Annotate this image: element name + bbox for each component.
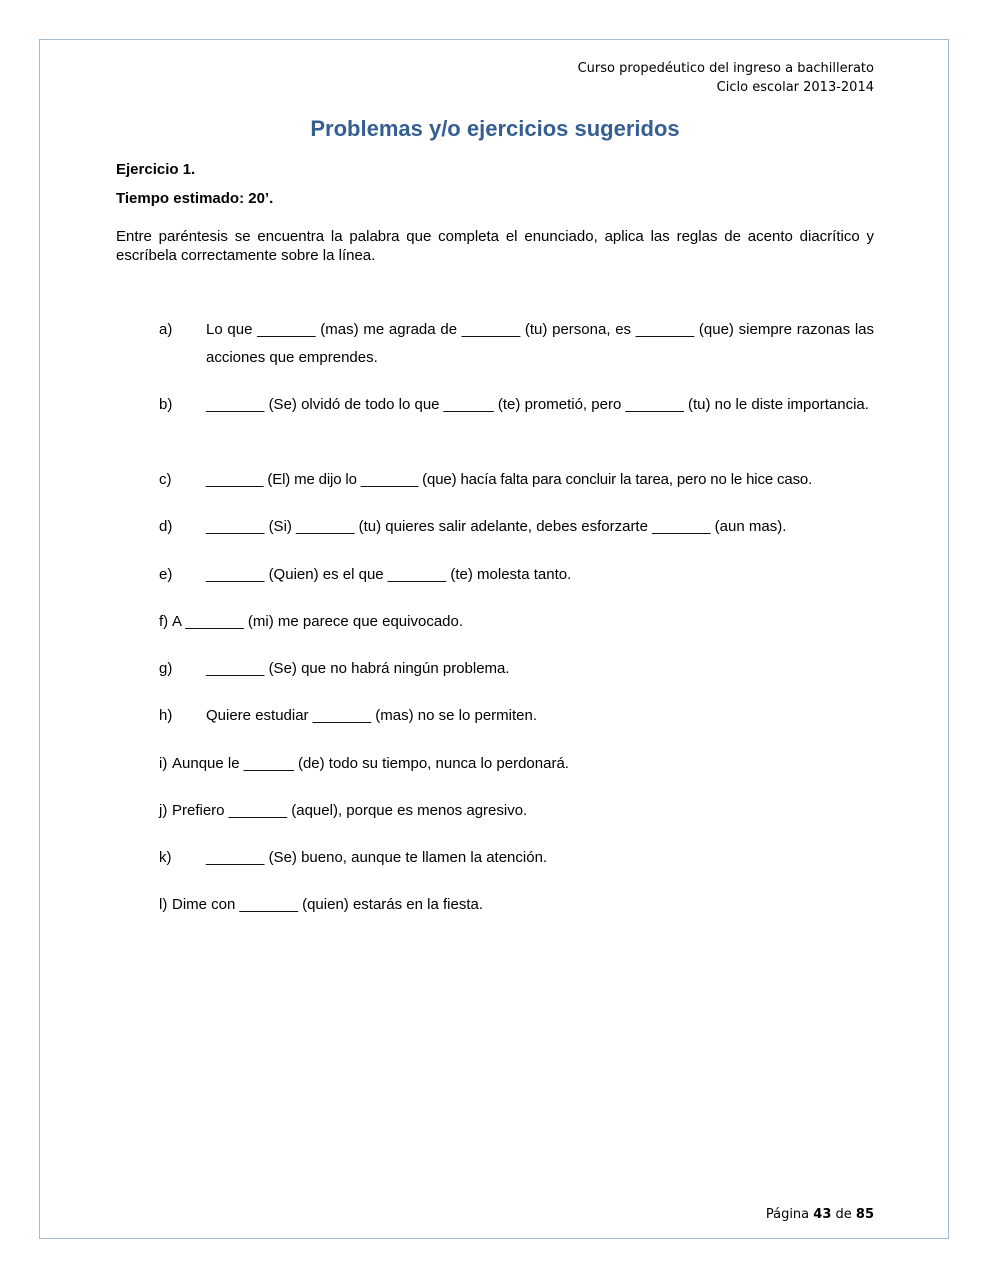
item-label: d) [159, 518, 173, 535]
header-cycle: Ciclo escolar 2013-2014 [716, 80, 874, 95]
page-border [39, 39, 949, 1239]
item-text: _______ (Se) bueno, aunque te llamen la atención. [206, 849, 548, 866]
item-label: a) [159, 321, 173, 338]
page-title: Problemas y/o ejercicios sugeridos [310, 116, 680, 141]
item-text: Aunque le ______ (de) todo su tiempo, nunca lo perdonará. [172, 755, 569, 772]
exercise-item-l [159, 891, 874, 919]
item-text: _______ (Quien) es el que _______ (te) molesta tanto. [206, 566, 572, 583]
of-word: de [835, 1207, 852, 1222]
exercise-item-j [159, 797, 874, 825]
item-label: g) [159, 660, 173, 677]
item-text: _______ (Se) olvidó de todo lo que ______ (te) prometió, pero _______ (tu) no le diste importancia. [206, 396, 869, 413]
page-number: 43 [813, 1207, 832, 1222]
exercise-item-e [159, 561, 874, 589]
exercise-item-g [159, 655, 874, 683]
item-text: Quiere estudiar _______ (mas) no se lo permiten. [206, 707, 538, 724]
exercise-item-c [159, 466, 874, 494]
item-text: A _______ (mi) me parece que equivocado. [172, 613, 464, 630]
item-text: _______ (Se) que no habrá ningún problema. [206, 660, 510, 677]
item-label: b) [159, 396, 173, 413]
page-word: Página [765, 1207, 810, 1222]
item-label: f) [159, 613, 169, 630]
exercise-heading: Ejercicio 1. [116, 161, 196, 178]
item-label: j) [159, 802, 168, 819]
total-pages: 85 [855, 1207, 874, 1222]
item-text: Lo que _______ (mas) me agrada de _______ (tu) persona, es _______ (que) siempre razonas las acciones que emprendes. [206, 321, 874, 366]
item-text: _______ (El) me dijo lo _______ (que) hacía falta para concluir la tarea, pero no le hice caso. [206, 471, 813, 488]
exercise-item-h [159, 702, 874, 730]
estimated-time: Tiempo estimado: 20’. [116, 190, 274, 207]
header-course: Curso propedéutico del ingreso a bachillerato [577, 61, 874, 76]
exercise-item-i [159, 750, 874, 778]
item-text: Prefiero _______ (aquel), porque es menos agresivo. [172, 802, 528, 819]
document-header [578, 59, 874, 97]
item-text: _______ (Si) _______ (tu) quieres salir adelante, debes esforzarte _______ (aun mas). [206, 518, 787, 535]
exercise-item-k [159, 844, 874, 872]
exercise-item-d [159, 513, 874, 541]
page-footer [766, 1207, 874, 1222]
instructions: Entre paréntesis se encuentra la palabra que completa el enunciado, aplica las reglas de acento diacrítico y escríbela correctamente sobre la línea. [116, 228, 874, 264]
exercise-item-f [159, 608, 874, 636]
item-label: e) [159, 566, 173, 583]
exercise-item-b [159, 391, 874, 419]
item-label: l) [159, 896, 168, 913]
item-label: c) [159, 471, 172, 488]
exercise-item-a [159, 316, 874, 372]
item-text: Dime con _______ (quien) estarás en la fiesta. [172, 896, 484, 913]
item-label: i) [159, 755, 168, 772]
item-label: k) [159, 849, 172, 866]
item-label: h) [159, 707, 173, 724]
